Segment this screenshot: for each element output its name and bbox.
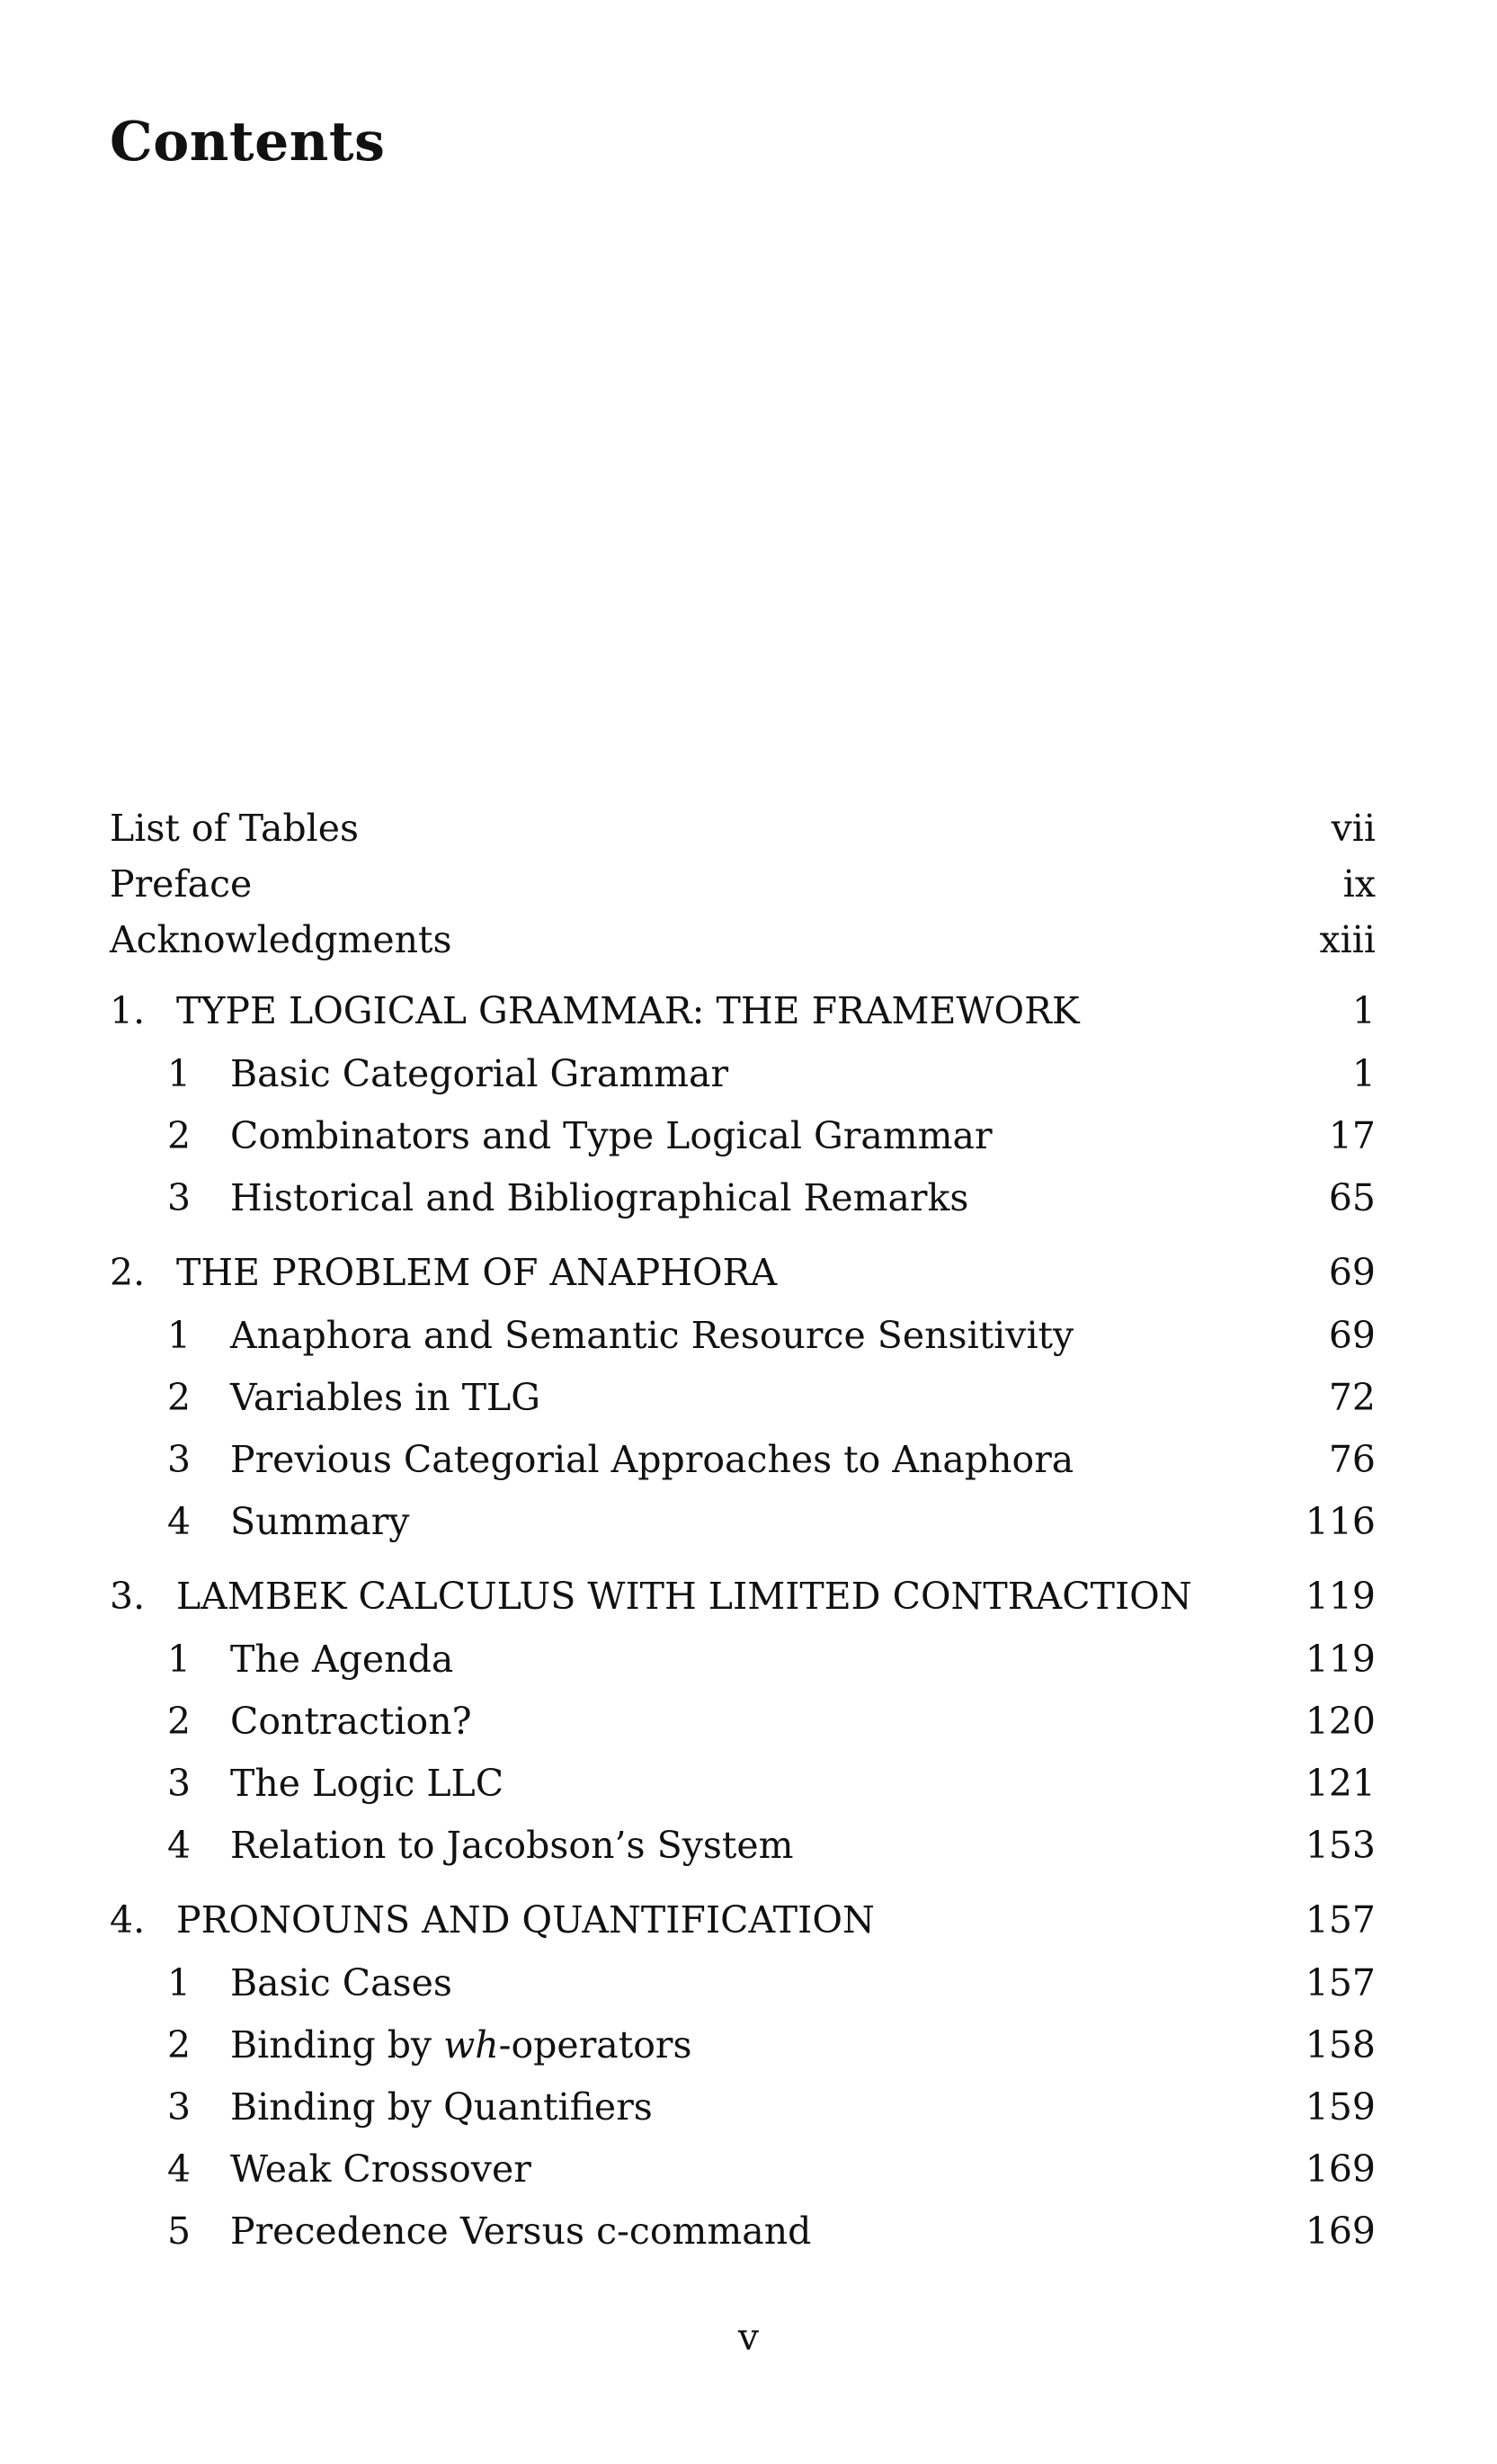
section-title: Relation to Jacobson’s System: [230, 1824, 794, 1867]
section-number: 1: [167, 1314, 192, 1357]
toc-section[interactable]: [110, 1491, 1376, 1553]
section-title: [230, 2023, 1268, 2067]
section-title: Anaphora and Semantic Resource Sensitivity: [230, 1314, 1074, 1357]
section-title-suffix: -operators: [498, 2023, 692, 2067]
section-page: 169: [1305, 2210, 1376, 2253]
section-number: 2: [167, 1114, 192, 1157]
section-title-italic: wh: [443, 2023, 499, 2067]
section-page: 72: [1328, 1376, 1376, 1419]
section-number: 3: [167, 2085, 192, 2129]
section-number: 1: [167, 1638, 192, 1681]
toc-chapter-3[interactable]: [110, 1564, 1376, 1629]
toc-section[interactable]: [110, 2014, 1376, 2076]
section-title: Precedence Versus c-command: [230, 2210, 812, 2253]
page-title: Contents: [110, 111, 386, 174]
toc-entry-page: ix: [1342, 862, 1376, 906]
section-number: 1: [167, 1961, 192, 2004]
toc-section[interactable]: [110, 1753, 1376, 1815]
section-page: 1: [1351, 1052, 1376, 1095]
section-number: 5: [167, 2210, 192, 2253]
section-page: 65: [1328, 1176, 1376, 1219]
section-title: Variables in TLG: [230, 1376, 541, 1419]
toc-entry-title: Acknowledgments: [110, 917, 452, 961]
chapter-title: PRONOUNS AND QUANTIFICATION: [176, 1897, 875, 1942]
toc-section[interactable]: [110, 1167, 1376, 1229]
section-number: 4: [167, 1500, 192, 1543]
chapter-number: 1.: [110, 988, 146, 1032]
section-number: 3: [167, 1176, 192, 1219]
section-title: Basic Categorial Grammar: [230, 1052, 729, 1095]
section-page: 157: [1305, 1961, 1376, 2004]
chapter-page: 157: [1305, 1897, 1376, 1942]
section-title-prefix: Binding by: [230, 2023, 444, 2067]
chapter-number: 2.: [110, 1250, 146, 1294]
section-number: 2: [167, 1376, 192, 1419]
section-title: Binding by Quantifiers: [230, 2085, 653, 2129]
section-title: The Logic LLC: [230, 1762, 504, 1805]
toc-entry-title: List of Tables: [110, 806, 360, 850]
toc-section[interactable]: [110, 1105, 1376, 1167]
section-number: 2: [167, 1700, 192, 1743]
chapter-number: 4.: [110, 1897, 146, 1942]
toc-entry-acknowledgments[interactable]: [110, 912, 1376, 968]
toc-section[interactable]: [110, 1691, 1376, 1753]
section-number: 3: [167, 1762, 192, 1805]
toc-entry-page: xiii: [1319, 917, 1376, 961]
toc-section[interactable]: [110, 1815, 1376, 1877]
section-title: Previous Categorial Approaches to Anaphora: [230, 1438, 1074, 1481]
section-page: 159: [1305, 2085, 1376, 2129]
section-page: 116: [1305, 1500, 1376, 1543]
section-page: 119: [1305, 1638, 1376, 1681]
section-page: 121: [1305, 1762, 1376, 1805]
section-number: 1: [167, 1052, 192, 1095]
section-number: 2: [167, 2023, 192, 2067]
section-title: Basic Cases: [230, 1961, 452, 2004]
section-title: Contraction?: [230, 1700, 472, 1743]
section-title: Combinators and Type Logical Grammar: [230, 1114, 993, 1157]
toc-entry-preface[interactable]: [110, 856, 1376, 912]
section-number: 4: [167, 1824, 192, 1867]
section-page: 153: [1305, 1824, 1376, 1867]
toc-section[interactable]: [110, 1043, 1376, 1105]
chapter-title: LAMBEK CALCULUS WITH LIMITED CONTRACTION: [176, 1574, 1192, 1618]
section-page: 120: [1305, 1700, 1376, 1743]
toc-section[interactable]: [110, 1429, 1376, 1491]
toc-entry-page: vii: [1331, 806, 1376, 850]
section-title: Summary: [230, 1500, 410, 1543]
section-title: Weak Crossover: [230, 2147, 531, 2191]
page-number-footer: v: [737, 2316, 760, 2359]
toc-entry-list-of-tables[interactable]: [110, 800, 1376, 856]
table-of-contents: [110, 800, 1376, 2263]
toc-section[interactable]: [110, 2138, 1376, 2201]
section-number: 3: [167, 1438, 192, 1481]
toc-section[interactable]: [110, 1952, 1376, 2014]
chapter-title: TYPE LOGICAL GRAMMAR: THE FRAMEWORK: [176, 988, 1080, 1032]
toc-chapter-2[interactable]: [110, 1240, 1376, 1305]
section-page: 69: [1328, 1314, 1376, 1357]
chapter-page: 69: [1328, 1250, 1376, 1294]
toc-section[interactable]: [110, 2201, 1376, 2263]
section-number: 4: [167, 2147, 192, 2191]
toc-chapter-4[interactable]: [110, 1888, 1376, 1952]
toc-section[interactable]: [110, 1367, 1376, 1429]
section-page: 158: [1305, 2023, 1376, 2067]
section-title: Historical and Bibliographical Remarks: [230, 1176, 969, 1219]
toc-chapter-1[interactable]: [110, 978, 1376, 1043]
chapter-title: THE PROBLEM OF ANAPHORA: [176, 1250, 778, 1294]
toc-section[interactable]: [110, 1305, 1376, 1367]
chapter-page: 119: [1305, 1574, 1376, 1618]
section-page: 169: [1305, 2147, 1376, 2191]
chapter-number: 3.: [110, 1574, 146, 1618]
chapter-page: 1: [1351, 988, 1376, 1032]
toc-section[interactable]: [110, 2076, 1376, 2138]
section-title: The Agenda: [230, 1638, 454, 1681]
section-page: 76: [1328, 1438, 1376, 1481]
section-page: 17: [1328, 1114, 1376, 1157]
toc-section[interactable]: [110, 1629, 1376, 1691]
toc-entry-title: Preface: [110, 862, 253, 906]
